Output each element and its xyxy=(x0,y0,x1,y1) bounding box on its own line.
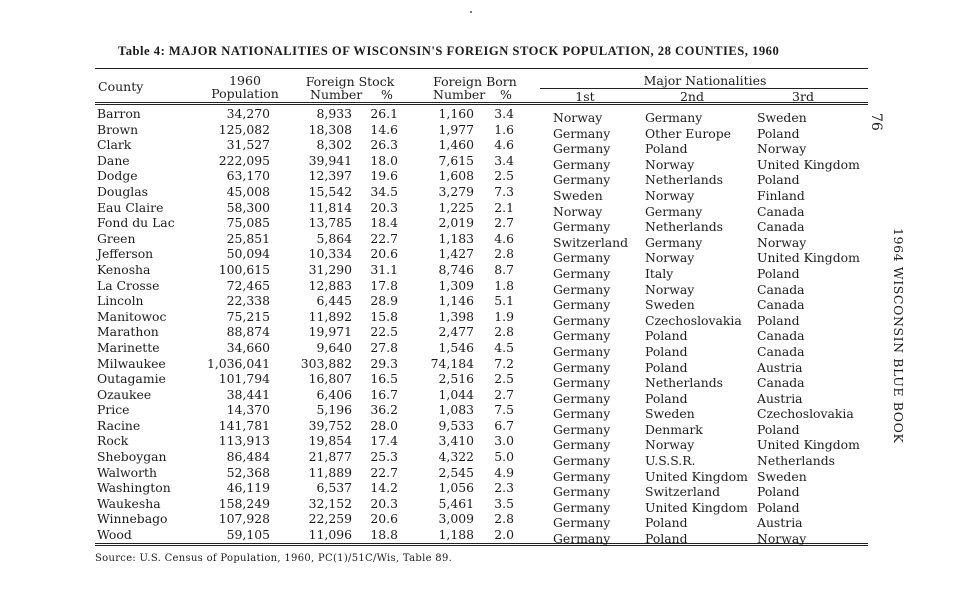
header-fs-number: Number xyxy=(310,87,363,102)
county-cell: Barron xyxy=(97,106,141,121)
third-nationality-cell: Poland xyxy=(757,484,800,500)
first-nationality-cell: Germany xyxy=(553,156,611,172)
first-nationality-cell: Germany xyxy=(553,390,611,406)
foreign-stock-pct-cell: 25.3 xyxy=(370,449,398,465)
foreign-stock-pct-cell: 20.3 xyxy=(370,495,398,511)
third-nationality-cell: Canada xyxy=(757,203,805,219)
county-cell: Walworth xyxy=(97,464,157,480)
foreign-born-pct-cell: 5.1 xyxy=(494,293,514,309)
foreign-stock-number-cell: 11,889 xyxy=(308,464,352,480)
county-cell: Lincoln xyxy=(97,293,144,309)
population-cell: 1,036,041 xyxy=(206,355,270,371)
third-nationality-column xyxy=(757,110,867,547)
foreign-born-number-cell: 7,615 xyxy=(438,152,474,168)
population-cell: 38,441 xyxy=(226,386,270,402)
foreign-born-pct-cell: 2.0 xyxy=(494,527,514,543)
county-cell: Fond du Lac xyxy=(97,215,175,231)
third-nationality-cell: Norway xyxy=(757,234,807,250)
foreign-born-number-cell: 1,309 xyxy=(438,277,474,293)
foreign-stock-number-cell: 8,302 xyxy=(316,137,352,153)
foreign-born-pct-cell: 8.7 xyxy=(494,261,514,277)
foreign-stock-pct-cell: 19.6 xyxy=(370,168,398,184)
county-cell: Sheboygan xyxy=(97,449,167,465)
foreign-born-pct-cell: 6.7 xyxy=(494,417,514,433)
foreign-stock-pct-cell: 36.2 xyxy=(370,402,398,418)
first-nationality-cell: Germany xyxy=(553,141,611,157)
foreign-stock-number-cell: 22,259 xyxy=(308,511,352,527)
foreign-stock-pct-cell: 27.8 xyxy=(370,339,398,355)
population-cell: 63,170 xyxy=(226,168,270,184)
foreign-born-pct-cell: 4.6 xyxy=(494,230,514,246)
second-nationality-cell: Poland xyxy=(645,343,688,359)
population-cell: 107,928 xyxy=(218,511,270,527)
third-nationality-cell: Canada xyxy=(757,328,805,344)
third-nationality-cell: Poland xyxy=(757,499,800,515)
county-cell: Dodge xyxy=(97,168,138,184)
foreign-stock-pct-cell: 16.7 xyxy=(370,386,398,402)
population-cell: 88,874 xyxy=(226,324,270,340)
first-nationality-cell: Norway xyxy=(553,110,603,125)
foreign-born-number-cell: 1,608 xyxy=(438,168,474,184)
county-cell: Milwaukee xyxy=(97,355,166,371)
first-nationality-cell: Germany xyxy=(553,484,611,500)
population-cell: 50,094 xyxy=(226,246,270,262)
source-note: Source: U.S. Census of Population, 1960, PC(1)/51C/Wis, Table 89. xyxy=(95,553,453,564)
foreign-born-pct-cell: 2.8 xyxy=(494,324,514,340)
second-nationality-cell: Netherlands xyxy=(645,375,724,391)
foreign-born-number-column xyxy=(418,106,474,543)
foreign-stock-pct-cell: 14.6 xyxy=(370,121,398,137)
first-nationality-cell: Germany xyxy=(553,343,611,359)
foreign-born-pct-cell: 5.0 xyxy=(494,449,514,465)
foreign-born-number-cell: 1,160 xyxy=(438,106,474,121)
foreign-stock-pct-cell: 29.3 xyxy=(370,355,398,371)
foreign-stock-number-cell: 19,854 xyxy=(308,433,352,449)
population-cell: 75,215 xyxy=(226,308,270,324)
foreign-born-number-cell: 2,516 xyxy=(438,371,474,387)
first-nationality-cell: Germany xyxy=(553,359,611,375)
header-major-nationalities: Major Nationalities xyxy=(643,73,767,88)
foreign-born-number-cell: 1,056 xyxy=(438,480,474,496)
second-nationality-cell: Norway xyxy=(645,156,695,172)
first-nationality-cell: Germany xyxy=(553,406,611,422)
foreign-born-number-cell: 2,477 xyxy=(438,324,474,340)
second-nationality-cell: Poland xyxy=(645,531,688,547)
third-nationality-cell: Netherlands xyxy=(757,453,836,469)
foreign-stock-number-cell: 6,537 xyxy=(316,480,352,496)
third-nationality-cell: Canada xyxy=(757,343,805,359)
third-nationality-cell: Finland xyxy=(757,187,805,203)
foreign-stock-number-cell: 8,933 xyxy=(316,106,352,121)
foreign-stock-pct-cell: 28.9 xyxy=(370,293,398,309)
population-cell: 46,119 xyxy=(226,480,270,496)
second-nationality-cell: United Kingdom xyxy=(645,468,748,484)
foreign-stock-pct-cell: 17.4 xyxy=(370,433,398,449)
foreign-stock-number-cell: 6,445 xyxy=(316,293,352,309)
foreign-stock-pct-cell: 20.6 xyxy=(370,246,398,262)
population-cell: 22,338 xyxy=(226,293,270,309)
second-nationality-cell: Poland xyxy=(645,359,688,375)
county-cell: Price xyxy=(97,402,130,418)
foreign-stock-number-cell: 11,096 xyxy=(308,527,352,543)
third-nationality-cell: Norway xyxy=(757,141,807,157)
table-title: Table 4: MAJOR NATIONALITIES OF WISCONSIN'S FOREIGN STOCK POPULATION, 28 COUNTIES, 1960 xyxy=(118,44,780,58)
foreign-stock-number-cell: 32,152 xyxy=(308,495,352,511)
header-rule-2 xyxy=(95,104,868,105)
third-nationality-cell: Austria xyxy=(757,390,803,406)
county-cell: Waukesha xyxy=(97,495,161,511)
county-cell: Dane xyxy=(97,152,130,168)
foreign-born-number-cell: 1,183 xyxy=(438,230,474,246)
first-nationality-cell: Germany xyxy=(553,375,611,391)
foreign-stock-pct-cell: 16.5 xyxy=(370,371,398,387)
population-cell: 125,082 xyxy=(218,121,270,137)
foreign-born-number-cell: 1,083 xyxy=(438,402,474,418)
third-nationality-cell: Sweden xyxy=(757,468,807,484)
third-nationality-cell: Canada xyxy=(757,219,805,235)
foreign-born-pct-cell: 2.8 xyxy=(494,246,514,262)
header-pop-label: Population xyxy=(211,86,279,101)
page-number: 76 xyxy=(868,113,884,131)
foreign-stock-pct-cell: 31.1 xyxy=(370,261,398,277)
third-nationality-cell: Norway xyxy=(757,531,807,547)
second-nationality-cell: Germany xyxy=(645,234,703,250)
header-fb-pct: % xyxy=(500,87,512,102)
foreign-born-pct-cell: 7.2 xyxy=(494,355,514,371)
population-cell: 45,008 xyxy=(226,183,270,199)
foreign-stock-number-cell: 39,752 xyxy=(308,417,352,433)
foreign-born-number-cell: 2,019 xyxy=(438,215,474,231)
population-cell: 158,249 xyxy=(218,495,270,511)
county-cell: Racine xyxy=(97,417,141,433)
county-cell: Washington xyxy=(97,480,171,496)
second-nationality-cell: Switzerland xyxy=(645,484,721,500)
population-cell: 34,660 xyxy=(226,339,270,355)
foreign-stock-number-cell: 13,785 xyxy=(308,215,352,231)
county-cell: Jefferson xyxy=(97,246,154,262)
header-foreign-stock: Foreign Stock xyxy=(305,74,395,89)
first-nationality-cell: Germany xyxy=(553,421,611,437)
header-second: 2nd xyxy=(679,89,704,104)
header-fs-pct: % xyxy=(381,87,393,102)
foreign-born-number-cell: 1,044 xyxy=(438,386,474,402)
header-foreign-born: Foreign Born xyxy=(433,74,517,89)
second-nationality-cell: Germany xyxy=(645,203,703,219)
header-county: County xyxy=(98,79,144,94)
population-cell: 113,913 xyxy=(218,433,270,449)
county-cell: Winnebago xyxy=(97,511,168,527)
header-first: 1st xyxy=(575,89,595,104)
third-nationality-cell: Sweden xyxy=(757,110,807,125)
foreign-born-pct-cell: 3.0 xyxy=(494,433,514,449)
population-cell: 75,085 xyxy=(226,215,270,231)
third-nationality-cell: Canada xyxy=(757,375,805,391)
foreign-stock-pct-cell: 22.5 xyxy=(370,324,398,340)
foreign-born-number-cell: 1,188 xyxy=(438,527,474,543)
foreign-stock-number-cell: 18,308 xyxy=(308,121,352,137)
foreign-born-number-cell: 1,225 xyxy=(438,199,474,215)
first-nationality-cell: Germany xyxy=(553,281,611,297)
population-cell: 101,794 xyxy=(218,371,270,387)
county-cell: Douglas xyxy=(97,183,149,199)
foreign-stock-number-cell: 5,196 xyxy=(316,402,352,418)
foreign-born-number-cell: 3,410 xyxy=(438,433,474,449)
foreign-stock-number-cell: 12,883 xyxy=(308,277,352,293)
foreign-stock-pct-cell: 15.8 xyxy=(370,308,398,324)
first-nationality-cell: Germany xyxy=(553,297,611,313)
foreign-born-pct-cell: 7.5 xyxy=(494,402,514,418)
foreign-born-pct-cell: 4.9 xyxy=(494,464,514,480)
population-cell: 58,300 xyxy=(226,199,270,215)
second-nationality-cell: Poland xyxy=(645,390,688,406)
foreign-stock-number-cell: 21,877 xyxy=(308,449,352,465)
second-nationality-cell: Poland xyxy=(645,328,688,344)
county-cell: Ozaukee xyxy=(97,386,152,402)
foreign-stock-number-cell: 5,864 xyxy=(316,230,352,246)
county-cell: Outagamie xyxy=(97,371,166,387)
county-cell: Kenosha xyxy=(97,261,151,277)
foreign-born-pct-cell: 2.7 xyxy=(494,215,514,231)
county-cell: Rock xyxy=(97,433,129,449)
foreign-stock-pct-cell: 22.7 xyxy=(370,464,398,480)
foreign-born-pct-cell: 3.5 xyxy=(494,495,514,511)
first-nationality-cell: Germany xyxy=(553,312,611,328)
county-cell: Manitowoc xyxy=(97,308,167,324)
foreign-born-pct-cell: 1.6 xyxy=(494,121,514,137)
foreign-born-pct-cell: 2.3 xyxy=(494,480,514,496)
foreign-born-number-cell: 3,279 xyxy=(438,183,474,199)
foreign-born-pct-cell: 2.5 xyxy=(494,371,514,387)
first-nationality-cell: Germany xyxy=(553,125,611,141)
first-nationality-cell: Germany xyxy=(553,250,611,266)
second-nationality-cell: Norway xyxy=(645,281,695,297)
population-cell: 52,368 xyxy=(226,464,270,480)
third-nationality-cell: Poland xyxy=(757,265,800,281)
third-nationality-cell: United Kingdom xyxy=(757,250,860,266)
second-nationality-cell: Netherlands xyxy=(645,219,724,235)
second-nationality-cell: Norway xyxy=(645,250,695,266)
third-nationality-cell: Canada xyxy=(757,297,805,313)
foreign-born-number-cell: 5,461 xyxy=(438,495,474,511)
foreign-born-pct-cell: 4.5 xyxy=(494,339,514,355)
foreign-stock-number-cell: 16,807 xyxy=(308,371,352,387)
foreign-stock-pct-cell: 17.8 xyxy=(370,277,398,293)
third-nationality-cell: Poland xyxy=(757,172,800,188)
population-cell: 141,781 xyxy=(218,417,270,433)
first-nationality-cell: Germany xyxy=(553,515,611,531)
foreign-born-pct-cell: 3.4 xyxy=(494,152,514,168)
foreign-born-number-cell: 4,322 xyxy=(438,449,474,465)
second-nationality-cell: Sweden xyxy=(645,297,695,313)
first-nationality-cell: Sweden xyxy=(553,187,603,203)
foreign-born-pct-cell: 2.5 xyxy=(494,168,514,184)
foreign-born-pct-cell: 2.7 xyxy=(494,386,514,402)
population-cell: 222,095 xyxy=(218,152,270,168)
second-nationality-cell: Italy xyxy=(645,265,674,281)
foreign-born-number-cell: 1,977 xyxy=(438,121,474,137)
second-nationality-cell: Norway xyxy=(645,187,695,203)
foreign-stock-number-cell: 19,971 xyxy=(308,324,352,340)
top-rule xyxy=(95,68,868,69)
first-nationality-cell: Germany xyxy=(553,265,611,281)
foreign-born-number-cell: 1,460 xyxy=(438,137,474,153)
foreign-born-pct-column xyxy=(482,106,514,543)
foreign-stock-number-cell: 10,334 xyxy=(308,246,352,262)
foreign-stock-number-cell: 11,892 xyxy=(308,308,352,324)
county-cell: Green xyxy=(97,230,136,246)
foreign-stock-pct-cell: 26.1 xyxy=(370,106,398,121)
county-cell: Eau Claire xyxy=(97,199,164,215)
foreign-stock-pct-cell: 28.0 xyxy=(370,417,398,433)
foreign-stock-pct-cell: 18.4 xyxy=(370,215,398,231)
foreign-born-number-cell: 3,009 xyxy=(438,511,474,527)
population-cell: 31,527 xyxy=(226,137,270,153)
foreign-stock-number-cell: 11,814 xyxy=(308,199,352,215)
foreign-stock-number-column xyxy=(290,106,352,543)
foreign-born-number-cell: 8,746 xyxy=(438,261,474,277)
first-nationality-cell: Germany xyxy=(553,437,611,453)
county-cell: Clark xyxy=(97,137,132,153)
header-third: 3rd xyxy=(792,89,814,104)
third-nationality-cell: Poland xyxy=(757,125,800,141)
second-nationality-cell: Other Europe xyxy=(645,125,731,141)
population-cell: 59,105 xyxy=(226,527,270,543)
county-cell: Marinette xyxy=(97,339,160,355)
book-title: 1964 WISCONSIN BLUE BOOK xyxy=(891,228,906,444)
third-nationality-cell: Austria xyxy=(757,359,803,375)
second-nationality-column xyxy=(645,110,755,547)
foreign-born-number-cell: 1,146 xyxy=(438,293,474,309)
foreign-stock-number-cell: 9,640 xyxy=(316,339,352,355)
first-nationality-cell: Germany xyxy=(553,531,611,547)
first-nationality-cell: Switzerland xyxy=(553,234,629,250)
foreign-stock-number-cell: 303,882 xyxy=(300,355,352,371)
foreign-stock-pct-column xyxy=(362,106,398,543)
foreign-stock-pct-cell: 20.3 xyxy=(370,199,398,215)
population-cell: 25,851 xyxy=(226,230,270,246)
header-pop-year: 1960 xyxy=(229,73,261,88)
foreign-born-pct-cell: 2.8 xyxy=(494,511,514,527)
first-nationality-cell: Germany xyxy=(553,499,611,515)
second-nationality-cell: Poland xyxy=(645,141,688,157)
foreign-born-pct-cell: 2.1 xyxy=(494,199,514,215)
first-nationality-cell: Germany xyxy=(553,468,611,484)
foreign-born-pct-cell: 4.6 xyxy=(494,137,514,153)
county-column xyxy=(97,106,207,543)
header-rule-1 xyxy=(95,102,868,103)
foreign-stock-pct-cell: 14.2 xyxy=(370,480,398,496)
first-nationality-cell: Norway xyxy=(553,203,603,219)
foreign-born-number-cell: 1,398 xyxy=(438,308,474,324)
foreign-stock-pct-cell: 22.7 xyxy=(370,230,398,246)
third-nationality-cell: United Kingdom xyxy=(757,156,860,172)
foreign-born-pct-cell: 1.9 xyxy=(494,308,514,324)
foreign-stock-pct-cell: 18.8 xyxy=(370,527,398,543)
foreign-stock-number-cell: 12,397 xyxy=(308,168,352,184)
population-cell: 86,484 xyxy=(226,449,270,465)
county-cell: Brown xyxy=(97,121,139,137)
foreign-stock-pct-cell: 26.3 xyxy=(370,137,398,153)
foreign-stock-pct-cell: 18.0 xyxy=(370,152,398,168)
third-nationality-cell: Canada xyxy=(757,281,805,297)
scan-speck xyxy=(470,11,472,13)
county-cell: Wood xyxy=(97,527,132,543)
first-nationality-cell: Germany xyxy=(553,453,611,469)
second-nationality-cell: Poland xyxy=(645,515,688,531)
second-nationality-cell: Netherlands xyxy=(645,172,724,188)
population-cell: 34,270 xyxy=(226,106,270,121)
foreign-stock-number-cell: 15,542 xyxy=(308,183,352,199)
foreign-stock-pct-cell: 20.6 xyxy=(370,511,398,527)
first-nationality-cell: Germany xyxy=(553,172,611,188)
second-nationality-cell: U.S.S.R. xyxy=(645,453,696,469)
second-nationality-cell: Sweden xyxy=(645,406,695,422)
population-cell: 14,370 xyxy=(226,402,270,418)
third-nationality-cell: Austria xyxy=(757,515,803,531)
foreign-born-number-cell: 1,427 xyxy=(438,246,474,262)
county-cell: La Crosse xyxy=(97,277,160,293)
third-nationality-cell: Poland xyxy=(757,421,800,437)
foreign-born-pct-cell: 1.8 xyxy=(494,277,514,293)
header-fb-number: Number xyxy=(433,87,486,102)
foreign-stock-number-cell: 31,290 xyxy=(308,261,352,277)
first-nationality-cell: Germany xyxy=(553,219,611,235)
foreign-born-number-cell: 74,184 xyxy=(430,355,474,371)
foreign-born-pct-cell: 7.3 xyxy=(494,183,514,199)
foreign-born-number-cell: 1,546 xyxy=(438,339,474,355)
foreign-stock-number-cell: 39,941 xyxy=(308,152,352,168)
county-cell: Marathon xyxy=(97,324,159,340)
second-nationality-cell: Norway xyxy=(645,437,695,453)
third-nationality-cell: United Kingdom xyxy=(757,437,860,453)
population-cell: 72,465 xyxy=(226,277,270,293)
second-nationality-cell: Czechoslovakia xyxy=(645,312,742,328)
third-nationality-cell: Poland xyxy=(757,312,800,328)
foreign-born-pct-cell: 3.4 xyxy=(494,106,514,121)
foreign-stock-number-cell: 6,406 xyxy=(316,386,352,402)
foreign-born-number-cell: 9,533 xyxy=(438,417,474,433)
population-column xyxy=(200,106,270,543)
second-nationality-cell: Germany xyxy=(645,110,703,125)
second-nationality-cell: United Kingdom xyxy=(645,499,748,515)
first-nationality-cell: Germany xyxy=(553,328,611,344)
first-nationality-column xyxy=(553,110,648,547)
population-cell: 100,615 xyxy=(218,261,270,277)
foreign-stock-pct-cell: 34.5 xyxy=(370,183,398,199)
third-nationality-cell: Czechoslovakia xyxy=(757,406,854,422)
second-nationality-cell: Denmark xyxy=(645,421,703,437)
foreign-born-number-cell: 2,545 xyxy=(438,464,474,480)
